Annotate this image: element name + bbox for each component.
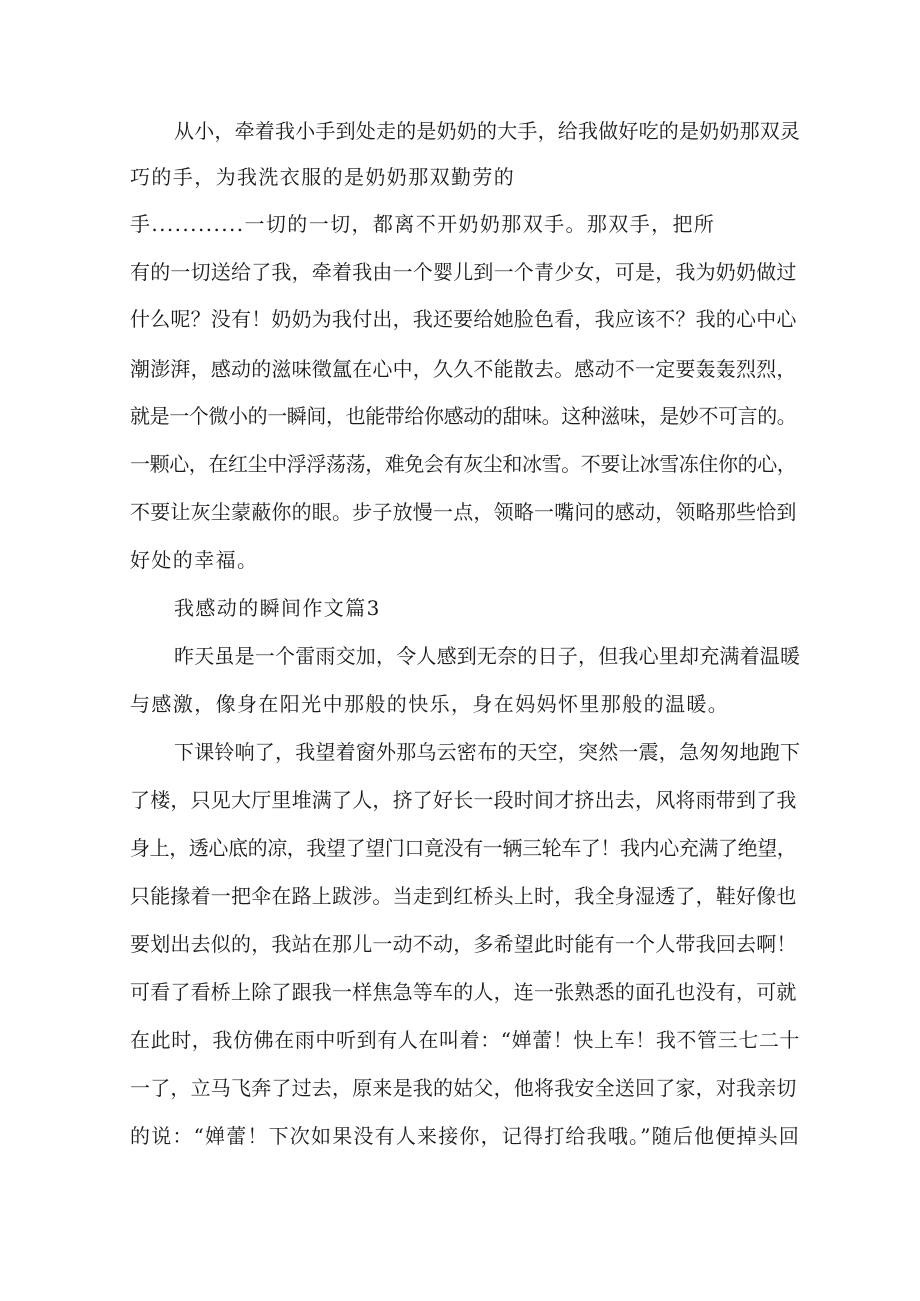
text-line: 要划出去似的，我站在那儿一动不动，多希望此时能有一个人带我回去啊！ xyxy=(130,932,797,956)
text-line: 有的一切送给了我，牵着我由一个婴儿到一个青少女，可是，我为奶奶做过 xyxy=(130,260,797,284)
text-line: 身上，透心底的凉，我望了望门口竟没有一辆三轮车了！我内心充满了绝望， xyxy=(130,836,797,860)
text-line: 的说：“婵蕾！下次如果没有人来接你，记得打给我哦。”随后他便掉头回 xyxy=(130,1124,801,1148)
text-line: 一颗心，在红尘中浮浮荡荡，难免会有灰尘和冰雪。不要让冰雪冻住你的心， xyxy=(130,452,797,476)
text-line: 只能掾着一把伞在路上跋涉。当走到红桥头上时，我全身湿透了，鞋好像也 xyxy=(130,884,797,908)
section-heading: 我感动的瞬间作文篇3 xyxy=(174,596,381,620)
text-line: 与感激，像身在阳光中那般的快乐，身在妈妈怀里那般的温暖。 xyxy=(130,692,730,716)
text-line: 可看了看桥上除了跟我一样焦急等车的人，连一张熟悉的面孔也没有，可就 xyxy=(130,980,797,1004)
text-line: 一了，立马飞奔了过去，原来是我的姑父，他将我安全送回了家，对我亲切 xyxy=(130,1076,797,1100)
text-line: 下课铃响了，我望着窗外那乌云密布的天空，突然一震，急匆匆地跑下 xyxy=(174,740,801,764)
text-line: 潮澎湃，感动的滋味徵氲在心中，久久不能散去。感动不一定要轰轰烈烈， xyxy=(130,357,797,381)
text-line: 在此时，我仿佛在雨中听到有人在叫着：“婵蕾！快上车！我不管三七二十 xyxy=(130,1028,801,1052)
text-line: 什么呢？没有！奶奶为我付出，我还要给她脸色看，我应该不？我的心中心 xyxy=(130,307,797,331)
text-line: 昨天虽是一个雷雨交加，令人感到无奈的日子，但我心里却充满着温暖 xyxy=(174,644,801,668)
text-line: 了楼，只见大厅里堆满了人，挤了好长一段时间才挤出去，风将雨带到了我 xyxy=(130,788,797,812)
text-line: 从小，牵着我小手到处走的是奶奶的大手，给我做好吃的是奶奶那双灵 xyxy=(174,119,801,143)
text-line: 手............一切的一切，都离不开奶奶那双手。那双手，把所 xyxy=(130,212,716,236)
text-line: 不要让灰尘蒙蔽你的眼。步子放慢一点，领略一嘴问的感动，领略那些恰到 xyxy=(130,500,797,524)
text-line: 好处的幸福。 xyxy=(130,548,259,572)
text-line: 巧的手，为我洗衣服的是奶奶那双勤劳的 xyxy=(130,165,516,189)
text-line: 就是一个微小的一瞬间，也能带给你感动的甜味。这种滋味，是妙不可言的。 xyxy=(130,404,797,428)
